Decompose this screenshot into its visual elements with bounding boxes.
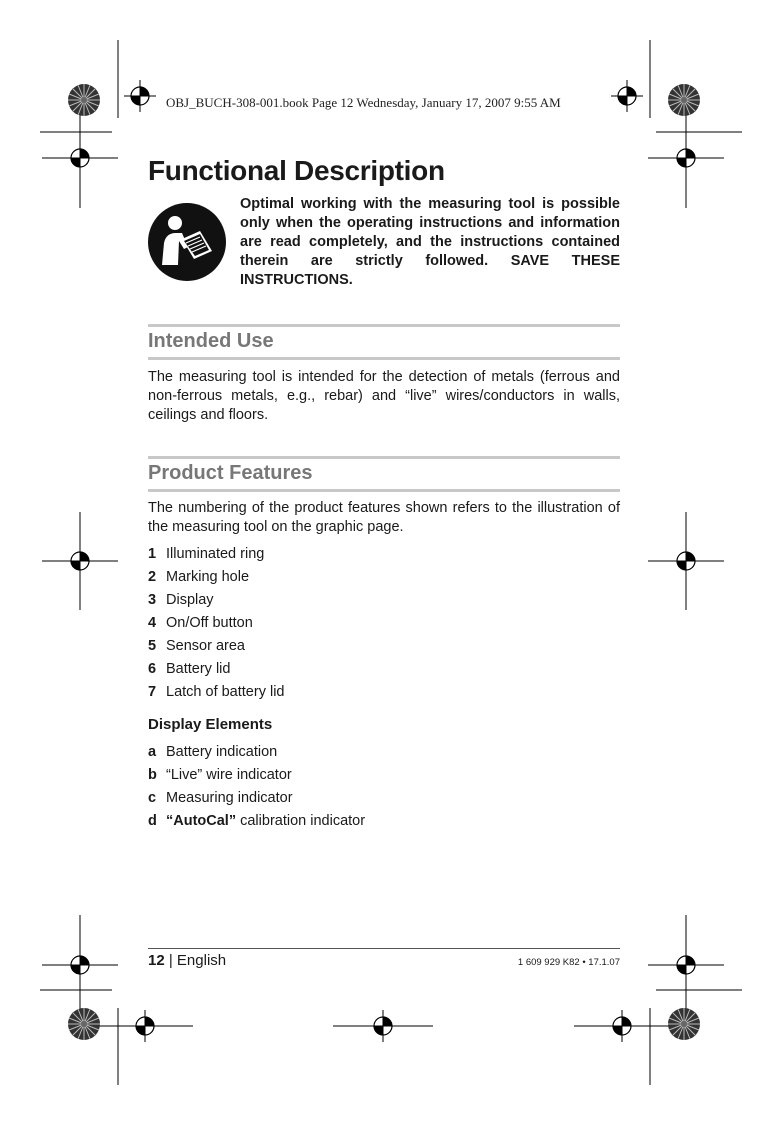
page-title: Functional Description: [148, 155, 445, 186]
list-item: [148, 810, 620, 833]
list-item: [148, 787, 620, 810]
section-rule-top: [148, 456, 620, 459]
item-label-bold: “AutoCal”: [166, 813, 237, 829]
footer-page-info: [148, 952, 226, 969]
item-number: 3: [148, 592, 157, 608]
list-item: [148, 589, 620, 612]
intended-use-text: The measuring tool is intended for the detection of metals (ferrous and non-ferrous metals, e.g., rebar) and “live” wires/conductors in walls, ceilings and floors.: [148, 369, 620, 423]
list-item: [148, 764, 620, 787]
section-rule-top: [148, 324, 620, 327]
product-features-list: [148, 543, 620, 704]
product-features-heading: Product Features: [148, 462, 313, 484]
list-item: [148, 681, 620, 704]
read-manual-icon: [148, 203, 226, 281]
item-letter: b: [148, 767, 157, 783]
item-label: Battery lid: [166, 661, 231, 677]
item-label: Measuring indicator: [166, 790, 293, 806]
footer-rule: [148, 948, 620, 949]
item-letter: d: [148, 813, 157, 829]
item-label: calibration indicator: [236, 813, 366, 829]
list-item: [148, 635, 620, 658]
display-elements-heading: Display Elements: [148, 716, 273, 733]
item-number: 5: [148, 638, 157, 654]
item-label: Latch of battery lid: [166, 684, 285, 700]
item-letter: a: [148, 744, 157, 760]
footer-doc-code: 1 609 929 K82 • 17.1.07: [517, 957, 620, 968]
display-elements-list: [148, 741, 620, 833]
list-item: [148, 566, 620, 589]
section-rule-bottom: [148, 489, 620, 492]
item-label: On/Off button: [166, 615, 253, 631]
print-header: OBJ_BUCH-308-001.book Page 12 Wednesday, January 17, 2007 9:55 AM: [166, 95, 561, 110]
item-number: 2: [148, 569, 157, 585]
section-rule-bottom: [148, 357, 620, 360]
item-label: Marking hole: [166, 569, 250, 585]
item-label: Sensor area: [166, 638, 245, 654]
page-number: 12: [148, 952, 165, 969]
list-item: [148, 741, 620, 764]
product-features-intro: The numbering of the product features shown refers to the illustration of the measuring tool on the graphic page.: [148, 500, 620, 535]
footer-separator: |: [164, 952, 177, 969]
safety-notice: Optimal working with the measuring tool is possible only when the operating instructions and information are read completely, and the instructions contained therein are strictly followed. SAVE THESE INSTRUCTIONS.: [240, 196, 620, 288]
item-number: 4: [148, 615, 157, 631]
item-number: 7: [148, 684, 157, 700]
list-item: [148, 658, 620, 681]
item-label: “Live” wire indicator: [166, 767, 292, 783]
item-letter: c: [148, 790, 157, 806]
item-label: Illuminated ring: [166, 546, 265, 562]
list-item: [148, 543, 620, 566]
item-label: Display: [166, 592, 214, 608]
list-item: [148, 612, 620, 635]
item-number: 1: [148, 546, 157, 562]
footer-language: English: [176, 952, 227, 969]
intended-use-heading: Intended Use: [148, 330, 274, 352]
item-label: Battery indication: [166, 744, 278, 760]
item-number: 6: [148, 661, 157, 677]
